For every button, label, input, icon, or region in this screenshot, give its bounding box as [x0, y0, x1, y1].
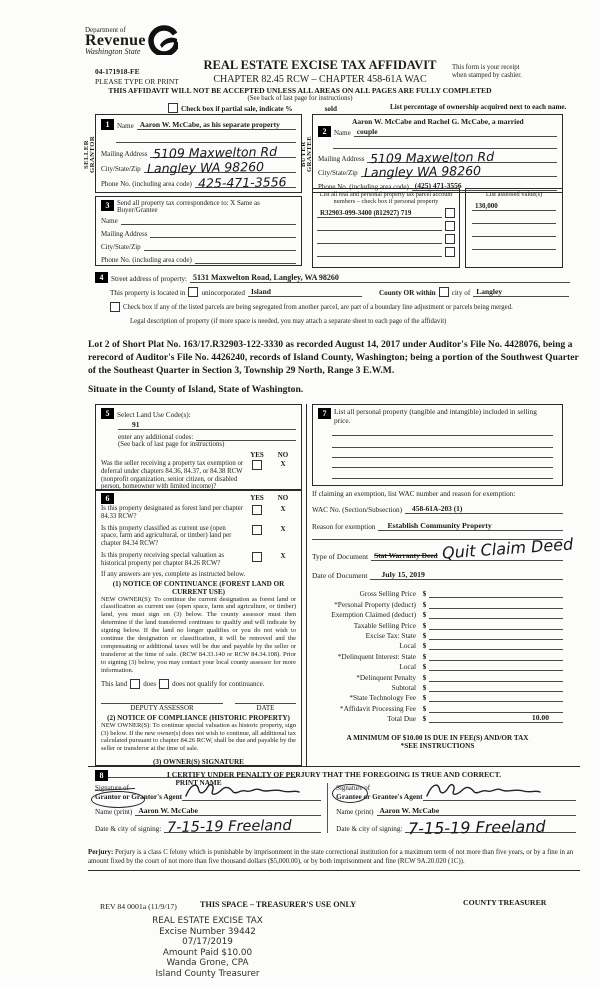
deputy-assessor-label: DEPUTY ASSESSOR [130, 703, 194, 712]
section7-box [312, 404, 563, 486]
corr-phone-label: Phone No. (including area code) [101, 256, 192, 264]
money-field[interactable] [429, 588, 563, 598]
money-label: Local [399, 641, 416, 651]
parcel-row-value: R32903-099-3400 (812927) 719 [320, 209, 412, 217]
pen-oval-annotation [91, 791, 145, 808]
money-field[interactable] [429, 692, 563, 702]
sec6-question-row [101, 552, 296, 568]
grantee-name-print-value: Aaron W. McCabe [379, 806, 440, 815]
grantee-date-city-value: 7-15-19 Freeland [408, 816, 547, 839]
street-address-row [95, 272, 570, 283]
treasurer-stamp [100, 916, 315, 980]
section8-badge: 8 [95, 770, 108, 781]
stamp-line: REAL ESTATE EXCISE TAX [152, 916, 263, 926]
personal-property-field[interactable] [332, 456, 553, 458]
seller-name-value: Aaron W. McCabe, as his separate property [139, 120, 280, 129]
type-or-print-note: PLEASE TYPE OR PRINT [95, 77, 179, 86]
buyer-name-label: Name [334, 129, 351, 137]
parcel-heading-line1: List all real and personal property tax parcel account [319, 191, 453, 198]
county-or-label: County OR within [378, 289, 436, 297]
segregated-note: Check box if any of the listed parcels are being segregated from another parcel, are part of a boundary line adjustment or parcels being merged. [123, 303, 513, 311]
county-name-value: Island [250, 287, 271, 296]
money-label: *Affidavit Processing Fee [339, 703, 416, 713]
section5-badge: 5 [101, 408, 114, 419]
additional-codes-field[interactable] [196, 431, 296, 441]
money-row: *Personal Property (deduct) $ [312, 598, 563, 608]
grantor-signature-line [182, 786, 321, 801]
rev-form-number: REV 84 0001a (11/9/17) [100, 902, 177, 911]
sec5-yes-header: YES [250, 451, 264, 459]
logo-dept-text: Department of [85, 26, 126, 34]
type-of-document-label: Type of Document [312, 552, 369, 561]
section3-badge: 3 [101, 200, 114, 211]
corr-city-label: City/State/Zip [101, 243, 141, 251]
money-field[interactable] [429, 599, 563, 609]
see-back-note: (See back of last page for instructions) [247, 95, 353, 102]
certify-statement: I CERTIFY UNDER PENALTY OF PERJURY THAT THE FOREGOING IS TRUE AND CORRECT. [166, 770, 502, 779]
money-row: Gross Selling Price $ [312, 588, 563, 598]
money-field[interactable] [429, 651, 563, 661]
sec6-no-header: NO [277, 494, 289, 502]
tax-correspondence-heading: Send all property tax correspondence to: X Same as Buyer/Grantee [117, 200, 260, 214]
seller-name-overflow-field[interactable] [116, 133, 296, 143]
does-not-checkbox[interactable] [159, 679, 169, 689]
seller-city-label: City/State/Zip [101, 165, 141, 173]
does-label: does [143, 679, 157, 688]
personal-property-field[interactable] [332, 434, 553, 436]
seller-mailing-label: Mailing Address [101, 150, 148, 158]
legal-description-label: Legal description of property (if more space is needed, you may attach a separate sheet to each page of the affidavit) [130, 318, 447, 325]
unincorporated-checkbox[interactable] [188, 287, 198, 297]
sec6-question-row [101, 525, 296, 548]
buyer-mailing-label: Mailing Address [318, 155, 365, 163]
sec6-question-text: Is this property receiving special valuation as historical property per chapter 84.26 RCW? [101, 551, 225, 567]
personal-property-heading: List all personal property (tangible and intangible) included in selling price. [334, 407, 537, 425]
buyer-phone-value: (425) 471-3556 [414, 181, 462, 190]
sec6-question-row [101, 505, 296, 521]
sec5-question-text: Was the seller receiving a property tax exemption or deferral under chapters 84.36, 84.37, or 84.38 RCW (nonprofit organization, senior citizen, or disabled person, homeowner with limited income)? [101, 460, 244, 491]
money-field[interactable] [429, 672, 563, 682]
money-field[interactable] [429, 703, 563, 713]
corr-phone-field[interactable] [195, 254, 296, 264]
assessed-field[interactable] [472, 240, 556, 250]
grantor-date-city-label: Date & city of signing: [95, 825, 162, 833]
buyer-side-label [301, 118, 312, 190]
receipt-note-line1: This form is your receipt [452, 64, 520, 71]
seller-name-label: Name [117, 122, 134, 130]
buyer-phone-label: Phone No. (including area code) [318, 183, 409, 191]
wac-number-label: WAC No. (Section/Subsection) [312, 506, 403, 514]
money-label: *State Technology Fee [349, 693, 416, 703]
buyer-mailing-value: 5109 Maxwelton Rd [370, 148, 495, 167]
reason-exemption-label: Reason for exemption [312, 523, 376, 531]
money-label: Taxable Selling Price [353, 620, 416, 630]
section7-badge: 7 [318, 408, 331, 419]
buyer-side-label-2: GRANTEE [305, 135, 313, 173]
seller-side-label [84, 118, 95, 190]
segregated-checkbox[interactable] [110, 302, 120, 312]
grantor-signature-scribble [184, 780, 302, 804]
money-label: Local [399, 662, 416, 672]
parcel-personal-checkbox-2[interactable] [445, 221, 455, 231]
section4-badge: 4 [95, 272, 108, 283]
money-row: Local $ [312, 661, 563, 671]
buyer-box [312, 114, 563, 193]
money-label: *Delinquent Interest: State [337, 651, 416, 661]
sec6-q2-no-answer: X [280, 524, 286, 533]
parcel-heading-line2: numbers – check box if personal property [333, 198, 439, 205]
grantee-signature-scribble [425, 780, 543, 804]
notice2-title: (2) NOTICE OF COMPLIANCE (HISTORIC PROPERTY) [107, 713, 290, 722]
money-label: Excise Tax: State [365, 630, 416, 640]
continuance-row [101, 679, 296, 689]
grantor-name-print-value: Aaron W. McCabe [138, 806, 198, 815]
money-row: *Delinquent Interest: State $ [312, 650, 563, 660]
parcel-row-field[interactable] [317, 234, 442, 244]
seller-phone-value: 425-471-3556 [197, 174, 287, 191]
parcel-personal-checkbox-3[interactable] [445, 234, 455, 244]
located-row [110, 287, 570, 297]
sec6-q3-no-answer: X [280, 551, 286, 560]
grantee-signature-block [327, 783, 580, 839]
logo-revenue-text: Revenue [85, 32, 146, 49]
this-land-label: This land [101, 679, 128, 688]
document-block [312, 534, 574, 751]
buyer-side-label-1: BUYER [300, 141, 307, 167]
form-number: 04-171918-FE [95, 67, 140, 76]
grantor-date-city-value: 7-15-19 Freeland [167, 817, 293, 837]
money-field[interactable] [429, 682, 563, 692]
money-row: Exemption Claimed (deduct) $ [312, 609, 563, 619]
stamp-line: Wanda Grone, CPA [166, 958, 249, 969]
does-not-label: does not qualify for continuance. [172, 679, 265, 688]
personal-property-field[interactable] [332, 446, 553, 448]
sec5-yes-checkbox[interactable] [252, 460, 262, 470]
wac-number-value: 458-61A-203 (1) [412, 504, 463, 513]
notice1-title: (1) NOTICE OF CONTINUANCE (FOREST LAND OR CURRENT USE) [112, 579, 285, 596]
city-name-value: Langley [476, 287, 503, 296]
receipt-note-line2: when stamped by cashier. [452, 72, 522, 79]
money-field[interactable] [429, 640, 563, 650]
seller-mailing-value: 5109 Maxwelton Rd [153, 143, 278, 162]
grantor-agent-label: Grantor or Grantor's Agent [95, 792, 183, 801]
grantee-signature-line [423, 786, 576, 801]
unincorporated-label: unincorporated [201, 289, 245, 297]
seller-city-value: Langley WA 98260 [146, 158, 264, 177]
section3-box [95, 196, 302, 266]
section2-badge: 2 [318, 126, 331, 137]
owners-signature-label: (3) OWNER(S) SIGNATURE [153, 758, 244, 767]
treasurer-space-label: THIS SPACE – TREASURER'S USE ONLY [200, 900, 357, 909]
dor-swoosh-icon [148, 25, 178, 60]
section1-badge: 1 [101, 119, 114, 130]
seller-box [95, 114, 302, 193]
partial-sale-checkbox[interactable] [168, 103, 178, 113]
grantee-sig-of-label: Signature of [336, 785, 371, 792]
section6-box [95, 490, 302, 788]
sec6-question-text: Is this property classified as current use (open space, farm and agricultural, or timber) land per chapter 84.34 RCW? [101, 524, 232, 548]
assessed-value: 130,000 [475, 202, 498, 210]
parcel-personal-checkbox-1[interactable] [445, 208, 455, 218]
money-label: Subtotal [391, 682, 416, 692]
legal-description-text: Lot 2 of Short Plat No. 163/17.R32903-122-3330 as recorded August 14, 2017 under Auditor's File No. 4428076, being a rerecord of Auditor's File No. 4426240, records of Island County, Washington; being a portion of the Southwest Quarter of the Southeast Quarter in Section 3, Township 29 North, Range 3 E.W.M. [88, 339, 579, 376]
buyer-name-line2: couple [356, 127, 378, 136]
personal-property-field[interactable] [332, 466, 553, 468]
sec6-yes-header: YES [250, 494, 264, 502]
money-label: Total Due [387, 714, 416, 724]
city-of-label: city of [451, 289, 471, 297]
date-of-document-value: July 15, 2019 [381, 570, 425, 579]
buyer-name-line1: Aaron W. McCabe and Rachel G. McCabe, a married [352, 117, 524, 126]
parcel-numbers-box [312, 188, 460, 268]
notice2-body: NEW OWNER(S): To continue special valuation as historic property, sign (3) below. If the new owner(s) does not wish to continue, all additional tax calculated pursuant to chapter 84.26 RCW, shall be due and payable by the seller or transferor at the time of sale. [101, 721, 296, 753]
corr-mailing-label: Mailing Address [101, 230, 148, 238]
additional-codes-label: enter any additional codes: [118, 433, 194, 441]
seller-side-label-1: SELLER [83, 139, 90, 169]
sec5-see-back-note: (See back of last page for instructions) [118, 441, 225, 448]
parcel-personal-checkbox-4[interactable] [445, 247, 455, 257]
segregated-row [110, 302, 513, 312]
partial-sale-row [168, 103, 337, 113]
money-label: Gross Selling Price [359, 589, 416, 599]
assessed-heading: List assessed value(s) [485, 191, 543, 198]
grantee-date-city-label: Date & city of signing: [336, 825, 403, 833]
money-row-total: Total Due $ 10.00 [312, 713, 563, 723]
column-divider [306, 404, 307, 766]
grantor-sig-of-label: Signature of [95, 785, 129, 792]
date-of-document-label: Date of Document [312, 571, 368, 580]
reason-exemption-value: Establish Community Property [387, 521, 492, 530]
perjury-label: Perjury: [88, 849, 114, 856]
section5-box [95, 404, 302, 490]
stamp-line: Amount Paid $10.00 [162, 947, 253, 958]
exemption-block [312, 490, 563, 540]
money-field[interactable] [429, 630, 563, 640]
stamp-line: 07/17/2019 [182, 937, 233, 948]
perjury-note [88, 849, 580, 871]
money-row: *Delinquent Penalty $ [312, 671, 563, 681]
buyer-city-value: Langley WA 98260 [363, 162, 481, 181]
street-address-label: Street address of property: [111, 275, 188, 283]
type-of-document-struck: Stat Warranty Deed [374, 551, 438, 560]
sec6-q1-no-answer: X [280, 505, 286, 513]
ownership-note: List percentage of ownership acquired next to each name. [390, 103, 567, 111]
city-checkbox[interactable] [439, 287, 449, 297]
money-row: Local $ [312, 640, 563, 650]
grantor-name-print-label: Name (print) [95, 808, 133, 816]
minimum-fee-note: A MINIMUM OF $10.00 IS DUE IN FEE(S) AND/OR TAX [346, 734, 529, 743]
assessed-values-box [465, 188, 563, 268]
situate-text: Situate in the County of Island, State of Washington. [88, 384, 304, 395]
section8-area [88, 766, 580, 839]
dor-logo [85, 26, 178, 60]
form-chapter: CHAPTER 82.45 RCW – CHAPTER 458-61A WAC [213, 74, 427, 85]
money-row: *Affidavit Processing Fee $ [312, 702, 563, 712]
form-title: REAL ESTATE EXCISE TAX AFFIDAVIT [203, 58, 437, 72]
money-label: *Personal Property (deduct) [334, 599, 416, 609]
pen-oval-annotation [332, 784, 368, 803]
money-field[interactable] [429, 661, 563, 671]
sec6-q1-yes-checkbox[interactable] [252, 505, 262, 515]
form-warning: THIS AFFIDAVIT WILL NOT BE ACCEPTED UNLESS ALL AREAS ON ALL PAGES ARE FULLY COMPLETED [108, 86, 492, 95]
receipt-note [452, 64, 522, 80]
corr-city-field[interactable] [144, 241, 296, 251]
grantee-agent-label: Grantee or Grantee's Agent [336, 792, 423, 801]
stamp-line: Island County Treasurer [155, 968, 260, 979]
see-instructions-note: *SEE INSTRUCTIONS [400, 742, 475, 751]
located-label: This property is located in [110, 289, 186, 297]
sec5-no-header: NO [277, 451, 289, 459]
personal-property-field[interactable] [332, 477, 553, 479]
total-due-value: 10.00 [531, 713, 549, 723]
sec6-q3-yes-checkbox[interactable] [252, 552, 262, 562]
partial-sale-label: Check box if partial sale, indicate % [181, 105, 293, 113]
money-field[interactable] [429, 609, 563, 619]
street-address-value: 5131 Maxwelton Road, Langley, WA 98260 [193, 273, 339, 282]
deputy-date-label: DATE [256, 703, 275, 712]
notice1-body: NEW OWNER(S): To continue the current designation as forest land or classification as current use (open space, farm and agriculture, or timber) land, you must sign on (3) below. The county assessor must then determine if the land transferred continues to qualify and will indicate by signing below. If the land no longer qualifies or you do not wish to continue the designation or classification, it will be removed and the compensating or additional taxes will be due and payable by the seller or transferor at the time of sale. (RCW 84.33.140 or RCW 84.34.108). Prior to signing (3) below, you may contact your local county assessor for more information. [101, 595, 296, 674]
sec6-q2-yes-checkbox[interactable] [252, 525, 262, 535]
section6-badge: 6 [101, 493, 114, 504]
money-row: Subtotal $ [312, 682, 563, 692]
logo-state-text: Washington State [85, 47, 141, 56]
buyer-name-overflow-field[interactable] [333, 139, 557, 149]
money-label: Exemption Claimed (deduct) [331, 610, 416, 620]
sec5-no-answer: X [280, 460, 286, 468]
money-row: Taxable Selling Price $ [312, 619, 563, 629]
grantee-name-print-label: Name (print) [336, 808, 374, 816]
parcel-row-field[interactable] [317, 221, 442, 231]
money-field[interactable] [429, 620, 563, 630]
seller-phone-label: Phone No. (including area code) [101, 180, 192, 188]
money-row: Excise Tax: State $ [312, 630, 563, 640]
if-yes-note: If any answers are yes, complete as instructed below. [101, 570, 246, 578]
print-name-label: PRINT NAME [175, 779, 222, 788]
perjury-text: Perjury is a class C felony which is punishable by imprisonment in the state correctional institution for a maximum term of not more than five years, or by a fine in an amount fixed by the court of not more than five thousand dollars ($5,000.00), or by both imprisonment and fine (RCW 9A.20.020 (1C)). [88, 849, 574, 865]
money-label: *Delinquent Penalty [356, 672, 416, 682]
land-use-code-value: 91 [132, 420, 140, 429]
corr-name-label: Name [101, 217, 118, 225]
sold-label: sold [324, 105, 337, 113]
buyer-city-label: City/State/Zip [318, 169, 358, 177]
corr-mailing-field[interactable] [150, 228, 296, 238]
assessed-field[interactable] [472, 214, 556, 224]
corr-name-field[interactable] [121, 215, 296, 225]
parcel-row-field[interactable] [317, 247, 442, 257]
sec6-question-text: Is this property designated as forest land per chapter 84.33 RCW? [101, 505, 243, 520]
type-of-document-handwritten: Quit Claim Deed [441, 534, 574, 563]
grantor-signature-block [88, 783, 327, 837]
stamp-line: Excise Number 39442 [159, 926, 256, 937]
assessed-field[interactable] [472, 227, 556, 237]
seller-side-label-2: GRANTOR [88, 135, 96, 173]
county-treasurer-label: COUNTY TREASURER [463, 898, 547, 907]
does-checkbox[interactable] [130, 679, 140, 689]
land-use-label: Select Land Use Code(s): [117, 411, 191, 419]
money-row: *State Technology Fee $ [312, 692, 563, 702]
if-claiming-note: If claiming an exemption, list WAC number and reason for exemption: [312, 490, 516, 498]
